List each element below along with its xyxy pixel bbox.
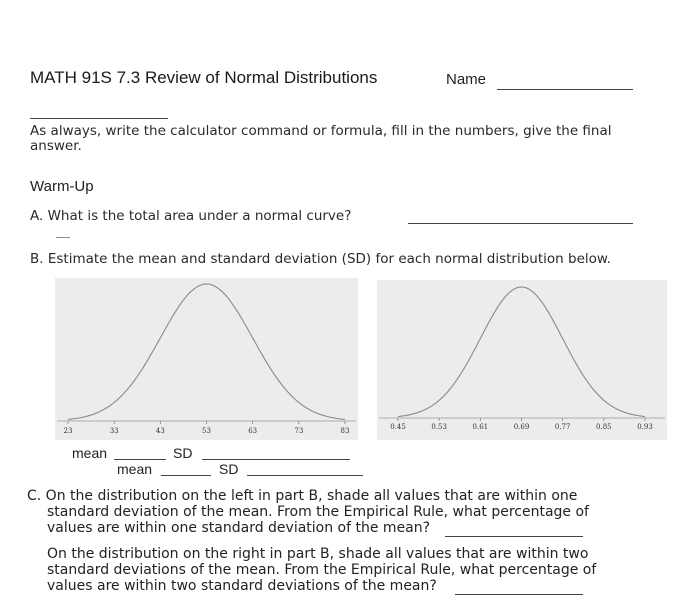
name-label: Name bbox=[446, 71, 487, 88]
part-c-answer1-blank[interactable] bbox=[445, 536, 583, 537]
name-blank[interactable] bbox=[497, 89, 633, 90]
x-tick-label: 63 bbox=[248, 427, 258, 435]
part-c-answer2-blank[interactable] bbox=[455, 594, 583, 595]
x-tick-label: 73 bbox=[294, 427, 304, 435]
part-c-line2: standard deviation of the mean. From the Empirical Rule, what percentage of bbox=[47, 504, 589, 520]
right-normal-chart bbox=[377, 280, 667, 440]
x-tick-label: 0.77 bbox=[554, 423, 571, 431]
right-sd-blank[interactable] bbox=[247, 475, 363, 476]
page-title: MATH 91S 7.3 Review of Normal Distributions bbox=[30, 68, 378, 87]
left-sd-label: SD bbox=[173, 445, 193, 461]
part-c-line1: C. On the distribution on the left in part B, shade all values that are within one bbox=[27, 488, 578, 504]
part-c-line6: values are within two standard deviations of the mean? bbox=[47, 578, 437, 594]
warmup-heading: Warm-Up bbox=[30, 178, 94, 195]
left-chart-svg bbox=[55, 278, 358, 440]
x-tick-label: 0.85 bbox=[596, 423, 612, 431]
normal-curve bbox=[68, 284, 345, 419]
x-tick-label: 23 bbox=[63, 427, 73, 435]
x-tick-label: 0.53 bbox=[431, 423, 447, 431]
x-tick-label: 0.61 bbox=[472, 423, 489, 431]
x-tick-label: 0.45 bbox=[390, 423, 406, 431]
small-dash bbox=[56, 237, 70, 238]
instructions: As always, write the calculator command or formula, fill in the numbers, give the final answer. bbox=[30, 123, 612, 154]
answer-a-blank[interactable] bbox=[408, 223, 633, 224]
left-mean-blank[interactable] bbox=[114, 459, 166, 460]
name-blank-continued[interactable] bbox=[30, 118, 168, 119]
x-tick-label: 53 bbox=[202, 427, 211, 435]
x-tick-label: 33 bbox=[109, 427, 119, 435]
part-c-line3: values are within one standard deviation of the mean? bbox=[47, 520, 431, 536]
question-b: B. Estimate the mean and standard deviation (SD) for each normal distribution below. bbox=[30, 251, 611, 267]
part-c-line5: standard deviations of the mean. From the Empirical Rule, what percentage of bbox=[47, 562, 597, 578]
left-mean-label: mean bbox=[72, 445, 108, 461]
left-sd-blank[interactable] bbox=[202, 459, 350, 460]
x-tick-label: 43 bbox=[155, 427, 165, 435]
right-mean-label: mean bbox=[117, 461, 153, 477]
right-chart-svg bbox=[377, 280, 667, 440]
left-normal-chart bbox=[55, 278, 358, 440]
part-c-line4: On the distribution on the right in part B, shade all values that are within two bbox=[47, 546, 589, 562]
right-mean-blank[interactable] bbox=[161, 475, 211, 476]
x-tick-label: 0.93 bbox=[637, 423, 653, 431]
x-tick-label: 0.69 bbox=[513, 423, 530, 431]
x-tick-label: 83 bbox=[340, 427, 350, 435]
right-sd-label: SD bbox=[219, 461, 239, 477]
question-a: A. What is the total area under a normal curve? bbox=[30, 208, 352, 224]
normal-curve bbox=[398, 287, 645, 417]
